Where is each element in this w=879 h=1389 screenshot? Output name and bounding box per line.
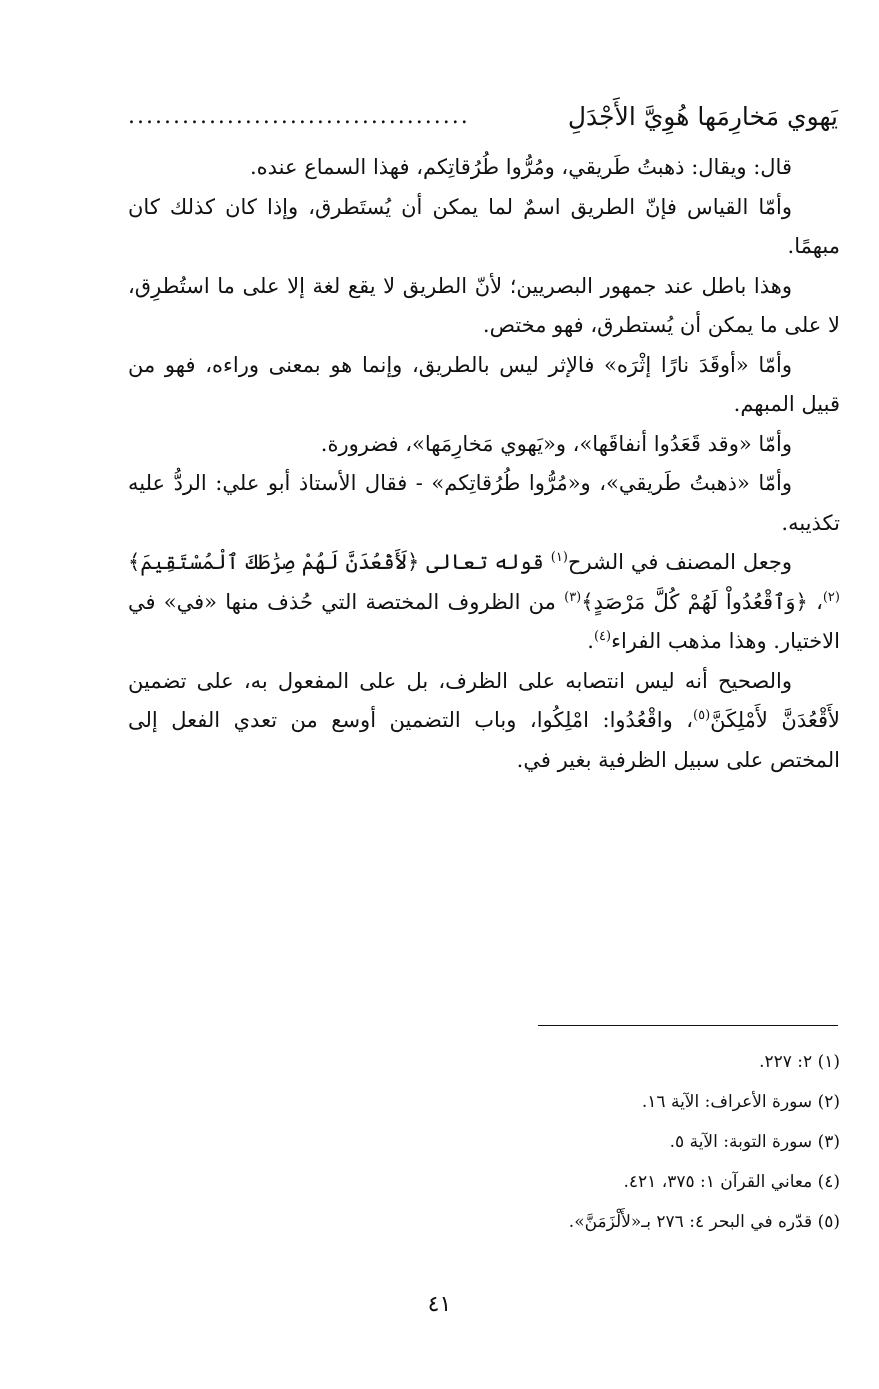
footnote-ref-4[interactable]: (٤) <box>593 629 612 644</box>
paragraph <box>128 267 840 346</box>
paragraph-text: قال: ويقال: ذهبتُ طَريقي، ومُرُّوا طُرُقاتِكم، فهذا السماع عنده. <box>249 155 792 179</box>
page-number: ٤١ <box>427 1292 452 1317</box>
footnote-3: (٣) سورة التوبة: الآية ٥. <box>669 1132 840 1152</box>
paragraph <box>128 148 840 188</box>
paragraph-text: قوله تعالى ﴿لَأَقْعُدَنَّ لَهُمْ صِرَٰطَكَ ٱلْمُسْتَقِيمَ﴾ <box>128 550 551 574</box>
paragraph-text: وأمّا «وقد قَعَدُوا أنفاقَها»، و«يَهوي مَخارِمَها»، فضرورة. <box>320 431 792 456</box>
main-text <box>128 148 840 780</box>
footnotes <box>128 1042 840 1242</box>
footnote-4: (٤) معاني القرآن ١: ٣٧٥، ٤٢١. <box>623 1172 840 1192</box>
footnote-ref-2[interactable]: (٢) <box>822 589 840 605</box>
footnote-separator <box>538 1025 838 1026</box>
paragraph-text: وأمّا «ذهبتُ طَريقي»، و«مُرُّوا طُرُقاتِكم» - فقال الأستاذ أبو علي: الردُّ عليه تكذيبه. <box>128 471 840 535</box>
paragraph-text: وهذا باطل عند جمهور البصريين؛ لأنّ الطريق لا يقع لغة إلا على ما استُطرِق، لا على ما يمكن أن يُستطرق، فهو مختص. <box>128 273 840 337</box>
footnote-ref-3[interactable]: (٣) <box>564 589 582 605</box>
paragraph-text: والصحيح أنه ليس انتصابه على الظرف، بل على المفعول به، على تضمين لأَقْعُدَنَّ لأَمْلِكَنَّ <box>128 668 840 732</box>
paragraph <box>128 346 840 425</box>
paragraph-text: وأمّا «أوقَدَ نارًا إثْرَه» فالإثر ليس بالطريق، وإنما هو بمعنى وراءه، فهو من قبيل المبهم. <box>128 352 840 416</box>
paragraph <box>128 543 840 662</box>
paragraph <box>128 188 840 267</box>
footnote-5: (٥) قدّره في البحر ٤: ٢٧٦ بـ«لأَلْزَمَنَّ». <box>568 1212 840 1232</box>
paragraph-text: . <box>587 629 594 653</box>
footnote-1: (١) ٢: ٢٢٧. <box>759 1052 840 1072</box>
paragraph-text: وجعل المصنف في الشرح <box>567 550 793 574</box>
verse-ellipsis-dots: ...................................... <box>128 104 470 129</box>
paragraph <box>128 425 840 465</box>
paragraph <box>128 464 840 543</box>
paragraph-text: ، واقْعُدُوا: امْلِكُوا، وباب التضمين أوسع من تعدي الفعل إلى المختص على سبيل الظرفية بغير في. <box>128 708 840 772</box>
footnote-2: (٢) سورة الأعراف: الآية ١٦. <box>641 1092 840 1112</box>
paragraph-text: ، ﴿وَٱقْعُدُواْ لَهُمْ كُلَّ مَرْصَدٍ﴾ <box>581 589 823 614</box>
footnote-ref-1[interactable]: (١) <box>550 550 568 565</box>
paragraph-text: من الظروف المختصة التي حُذف منها «في» في الاختيار. وهذا مذهب الفراء <box>128 589 840 653</box>
verse-hemistich: يَهوي مَخارِمَها هُوِيَّ الأَجْدَلِ <box>567 102 838 131</box>
paragraph <box>128 662 840 781</box>
poetry-verse-line <box>128 92 838 142</box>
paragraph-text: وأمّا القياس فإنّ الطريق اسمٌ لما يمكن أن يُستَطرق، وإذا كان كذلك كان مبهمًا. <box>128 194 840 258</box>
footnote-ref-5[interactable]: (٥) <box>693 708 711 723</box>
